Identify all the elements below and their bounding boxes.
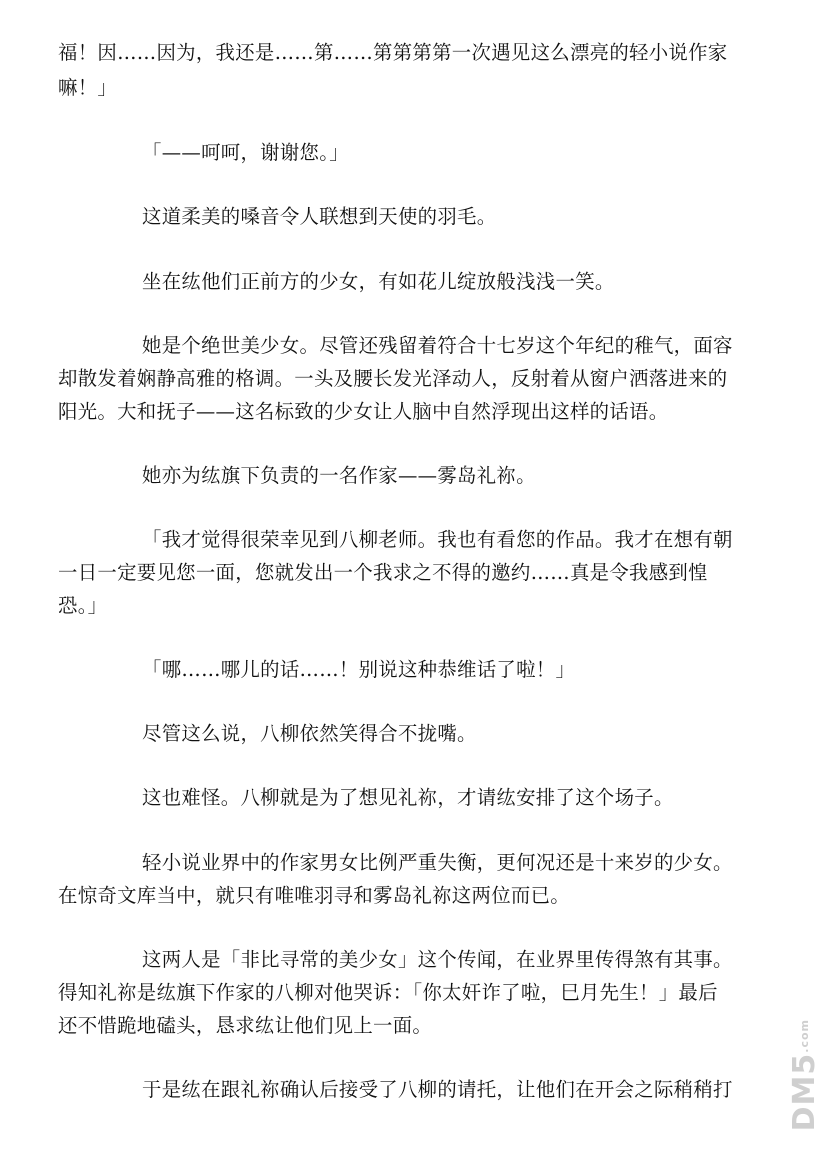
text-line: 「我才觉得很荣幸见到八柳老师。我也有看您的作品。我才在想有朝: [142, 528, 733, 551]
text-line: 「哪……哪儿的话……！别说这种恭维话了啦！」: [142, 658, 576, 681]
text-line: 尽管这么说，八柳依然笑得合不拢嘴。: [142, 722, 477, 745]
text-line: 阳光。大和抚子——这名标致的少女让人脑中自然浮现出这样的话语。: [58, 400, 669, 423]
text-line: 这两人是「非比寻常的美少女」这个传闻，在业界里传得煞有其事。: [142, 948, 733, 971]
text-line: 于是纮在跟礼祢确认后接受了八柳的请托，让他们在开会之际稍稍打: [142, 1078, 733, 1101]
text-line: 一日一定要见您一面，您就发出一个我求之不得的邀约……真是令我感到惶: [58, 561, 708, 584]
watermark-suffix: .com: [798, 1018, 811, 1053]
watermark-text: DM5: [787, 1052, 822, 1131]
text-line: 在惊奇文库当中，就只有唯唯羽寻和雾岛礼祢这两位而已。: [58, 884, 570, 907]
text-line: 「——呵呵，谢谢您。」: [142, 141, 349, 164]
text-line: 得知礼祢是纮旗下作家的八柳对他哭诉：「你太奸诈了啦，巳月先生！」最后: [58, 981, 718, 1004]
text-line: 恐。」: [58, 594, 108, 617]
text-line: 嘛！」: [58, 76, 118, 99]
text-line: 坐在纮他们正前方的少女，有如花儿绽放般浅浅一笑。: [142, 270, 615, 293]
text-line: 这道柔美的嗓音令人联想到天使的羽毛。: [142, 205, 497, 228]
text-line: 她是个绝世美少女。尽管还残留着符合十七岁这个年纪的稚气，面容: [142, 334, 733, 357]
text-line: 这也难怪。八柳就是为了想见礼祢，才请纮安排了这个场子。: [142, 786, 674, 809]
watermark-logo: [787, 1019, 822, 1131]
text-line: 福！因……因为，我还是……第……第第第第一次遇见这么漂亮的轻小说作家: [58, 41, 728, 64]
text-line: 却散发着娴静高雅的格调。一头及腰长发光泽动人，反射着从窗户洒落进来的: [58, 367, 728, 390]
text-line: 还不惜跪地磕头，恳求纮让他们见上一面。: [58, 1014, 433, 1037]
text-line: 轻小说业界中的作家男女比例严重失衡，更何况还是十来岁的少女。: [142, 851, 733, 874]
text-line: 她亦为纮旗下负责的一名作家——雾岛礼祢。: [142, 464, 536, 487]
